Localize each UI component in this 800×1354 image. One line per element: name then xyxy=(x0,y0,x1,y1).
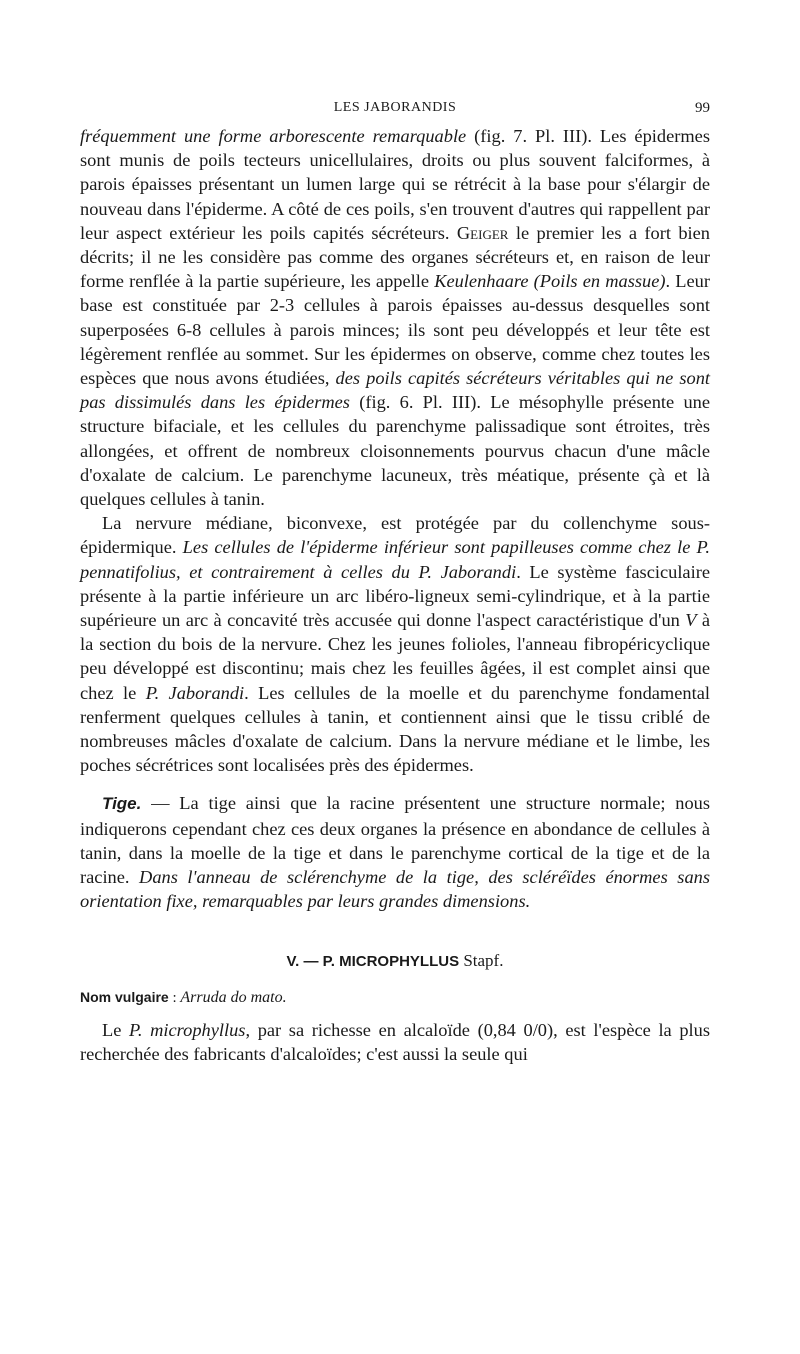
italic-text: Les cellules de l'épiderme inférieur sont papilleuses comme chez le P. pennatifolius, et contrairement à celles du P. Jaborandi xyxy=(80,537,710,582)
italic-text: Dans l'anneau de sclérenchyme de la tige, des scléréïdes énormes sans orientation fixe, remarquables par leurs grandes dimensions. xyxy=(80,867,710,912)
body-text: . Les cellules de la moelle et du parenchyme fondamental renferment quelques cellules à tanin, et contiennent ainsi que le tissu criblé de nombreuses mâcles d'oxalate de calcium. Dans la nervure médiane et le limbe, les poches sécrétrices sont localisées près des épidermes. xyxy=(80,682,710,776)
italic-text: P. Jaborandi xyxy=(145,682,245,703)
body-text: le premier les a fort bien décrits; il ne les considère pas comme des organes sécréteurs et, en raison de leur forme renflée à la partie supérieure, les appelle xyxy=(80,222,710,292)
body-text: Le xyxy=(102,1019,130,1040)
author-name: Geiger xyxy=(456,222,509,243)
paragraph-stem xyxy=(80,791,710,913)
italic-text: des poils capités sécréteurs véritables qui ne sont pas dissimulés dans les épidermes xyxy=(80,368,710,413)
body-text: — La tige ainsi que la racine présentent une structure normale; nous indiquerons cependant chez ces deux organes la présence en abondance de cellules à tanin, dans la moelle de la tige et dans le parenchyme cortical de la tige et de la racine. xyxy=(80,793,710,888)
italic-text: P. microphyllus xyxy=(129,1019,246,1040)
section-author: Stapf. xyxy=(459,950,504,970)
vernacular-value: Arruda do mato. xyxy=(180,988,287,1006)
body-text: à la section du bois de la nervure. Chez les jeunes folioles, l'anneau fibropéricyclique peu développé est discontinu; mais chez les feuilles âgées, il est complet ainsi que chez le xyxy=(80,610,710,703)
body-text: . Le système fasciculaire présente à la partie inférieure un arc libéro-ligneux semi-cylindrique, et à la partie supérieure un arc à concavité très accusée qui donne l'aspect caractéristique d'un xyxy=(80,561,710,631)
italic-text: V xyxy=(685,610,697,631)
italic-text: Keulenhaare (Poils en massue) xyxy=(434,271,666,292)
running-title: LES JABORANDIS xyxy=(333,100,457,115)
paragraph-midrib xyxy=(80,511,710,777)
vernacular-name-line xyxy=(80,986,710,1008)
italic-text: fréquemment une forme arborescente remarquable xyxy=(80,126,467,146)
section-title: V. — P. MICROPHYLLUS xyxy=(286,952,460,970)
paragraph-microphyllus xyxy=(80,1018,710,1066)
body-text: . Leur base est constituée par 2-3 cellules à parois épaisses au-dessus desquelles sont superposées 6-8 cellules à parois minces; ils sont peu développés et leur tête est légèrement renflée au sommet. Sur les épidermes on observe, comme chez toutes les espèces que nous avons étudiées, xyxy=(80,271,710,389)
body-text: (fig. 7. Pl. III). Les épidermes sont munis de poils tecteurs unicellulaires, droits ou plus souvent falciformes, à parois épaisses présentant un lumen large qui se rétrécit à la base pour s'élargir de nouveau dans l'épiderme. A côté de ces poils, s'en trouvent d'autres qui rappellent par leur aspect extérieur les poils capités sécréteurs. xyxy=(80,126,711,243)
subsection-label: Tige. xyxy=(102,794,142,814)
page-body xyxy=(80,124,710,1066)
running-head xyxy=(80,100,710,122)
paragraph-leaf-hairs xyxy=(80,124,710,511)
vernacular-separator: : xyxy=(168,989,181,1006)
body-text: (fig. 6. Pl. III). Le mésophylle présente une structure bifaciale, et les cellules du parenchyme palissadique sont étroites, très allongées, et offrent de nombreux cloisonnements pourvus chacun d'une mâcle d'oxalate de calcium. Le parenchyme lacuneux, très méatique, présente çà et là quelques cellules à tanin. xyxy=(80,392,711,510)
section-heading xyxy=(80,950,710,972)
page-number: 99 xyxy=(695,100,710,116)
body-text: La nervure médiane, biconvexe, est protégée par du collenchyme sous-épidermique. xyxy=(80,513,710,558)
body-text: , par sa richesse en alcaloïde (0,84 0/0), est l'espèce la plus recherchée des fabricants d'alcaloïdes; c'est aussi la seule qui xyxy=(80,1019,711,1064)
vernacular-label: Nom vulgaire xyxy=(80,988,169,1005)
